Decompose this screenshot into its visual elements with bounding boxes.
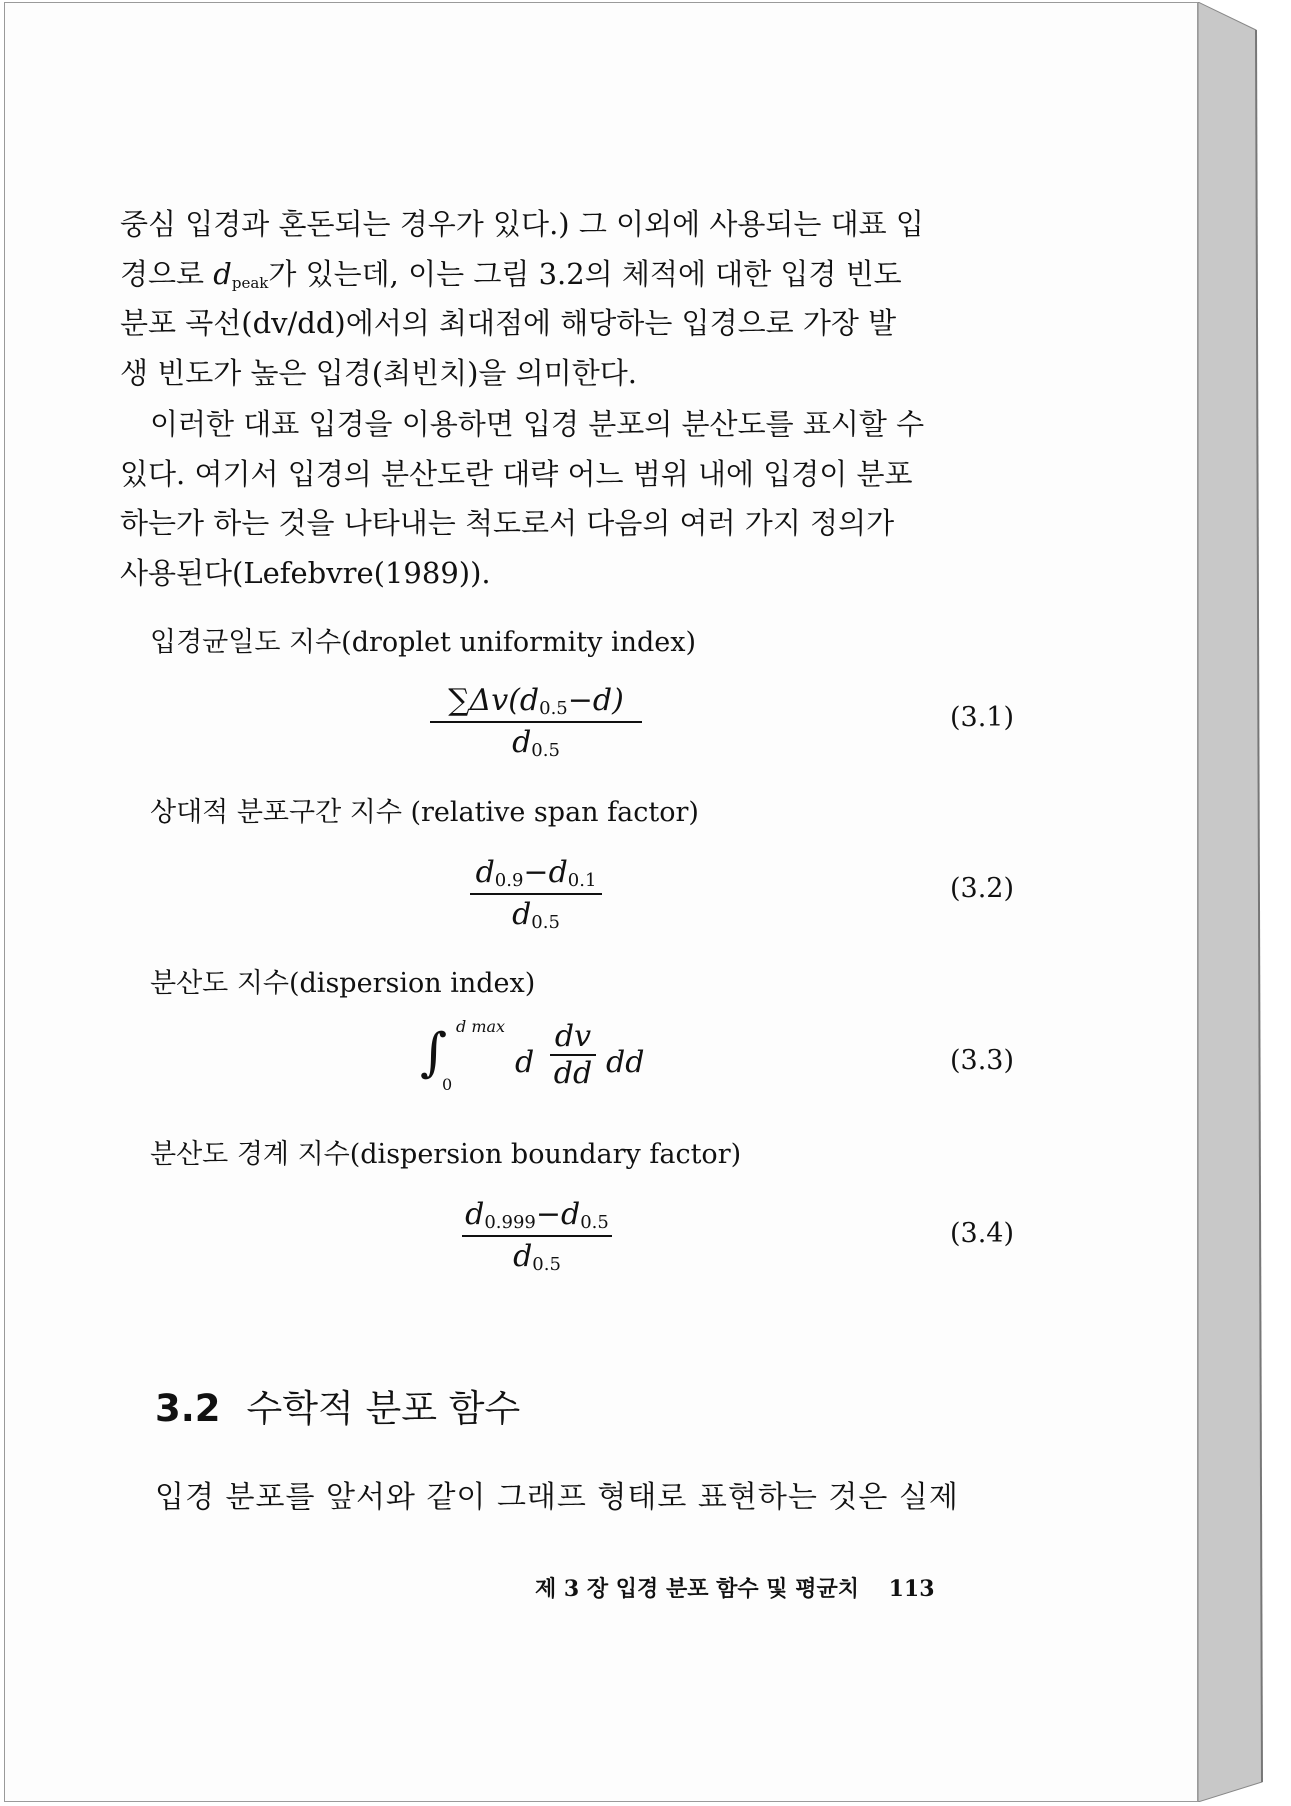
eq2-fraction [470, 855, 602, 933]
integral-upper-limit: d max [456, 1017, 506, 1036]
para1-line-2: 경으로 $d_{peak}$가 있는데, 이는 그림 3.2의 체적에 대한 입경 빈도 [120, 256, 902, 292]
eq4-number: (3.4) [950, 1218, 1015, 1249]
eq4-label: 분산도 경계 지수(dispersion boundary factor) [150, 1139, 742, 1170]
page-number: 113 [888, 1576, 935, 1602]
page-stack-edge [1198, 2, 1266, 1802]
eq2-denominator: $d_{0.5}$ [512, 897, 560, 933]
eq2-fraction-bar [470, 893, 602, 895]
integral-lower-limit: 0 [442, 1075, 453, 1094]
eq3-label: 분산도 지수(dispersion index) [150, 968, 536, 999]
section-body-line: 입경 분포를 앞서와 같이 그래프 형태로 표현하는 것은 실제 [155, 1480, 959, 1515]
eq4-numerator: $d_{0.999}-d_{0.5}$ [465, 1197, 609, 1233]
para2-line-4: 사용된다(Lefebvre(1989)). [120, 555, 491, 590]
section-title: 수학적 분포 함수 [246, 1387, 521, 1430]
eq3-number: (3.3) [950, 1045, 1015, 1076]
para2-line-2: 있다. 여기서 입경의 분산도란 대략 어느 범위 내에 입경이 분포 [120, 456, 913, 491]
para2-line-1: 이러한 대표 입경을 이용하면 입경 분포의 분산도를 표시할 수 [150, 407, 925, 441]
eq1-fraction [430, 683, 642, 761]
para1-line-3: 분포 곡선(dv/dd)에서의 최대점에 해당하는 입경으로 가장 발 [120, 306, 897, 340]
para2-line-3: 하는가 하는 것을 나타내는 척도로서 다음의 여러 가지 정의가 [120, 506, 895, 540]
integral-sign: ∫ [420, 1023, 448, 1083]
integrand-dd: dd [606, 1045, 645, 1080]
eq4-fraction-bar [462, 1235, 612, 1237]
eq4-denominator: $d_{0.5}$ [513, 1239, 561, 1275]
derivative-fraction: dv dd [550, 1019, 596, 1091]
para1-line-4: 생 빈도가 높은 입경(최빈치)을 의미한다. [120, 355, 637, 390]
paragraph-1 [120, 200, 1020, 398]
paragraph-2 [120, 400, 1020, 598]
section-heading [155, 1378, 520, 1432]
eq1-label: 입경균일도 지수(droplet uniformity index) [150, 627, 697, 658]
eq1-fraction-bar [430, 721, 642, 723]
section-number: 3.2 [155, 1387, 221, 1430]
page-footer [535, 1572, 935, 1603]
eq2-label: 상대적 분포구간 지수 (relative span factor) [150, 797, 699, 828]
eq1-number: (3.1) [950, 702, 1015, 733]
eq2-numerator: $d_{0.9}-d_{0.1}$ [475, 855, 597, 891]
integrand-d: d [515, 1045, 535, 1080]
eq4-fraction [462, 1197, 612, 1275]
eq1-numerator: $\sum\Delta v(d_{0.5}-d)$ [448, 683, 624, 719]
eq1-denominator: $d_{0.5}$ [512, 725, 560, 761]
chapter-running-head: 제 3 장 입경 분포 함수 및 평균치 [535, 1576, 859, 1602]
eq2-number: (3.2) [950, 873, 1015, 904]
para1-line-1: 중심 입경과 혼돈되는 경우가 있다.) 그 이외에 사용되는 대표 입 [120, 207, 924, 241]
